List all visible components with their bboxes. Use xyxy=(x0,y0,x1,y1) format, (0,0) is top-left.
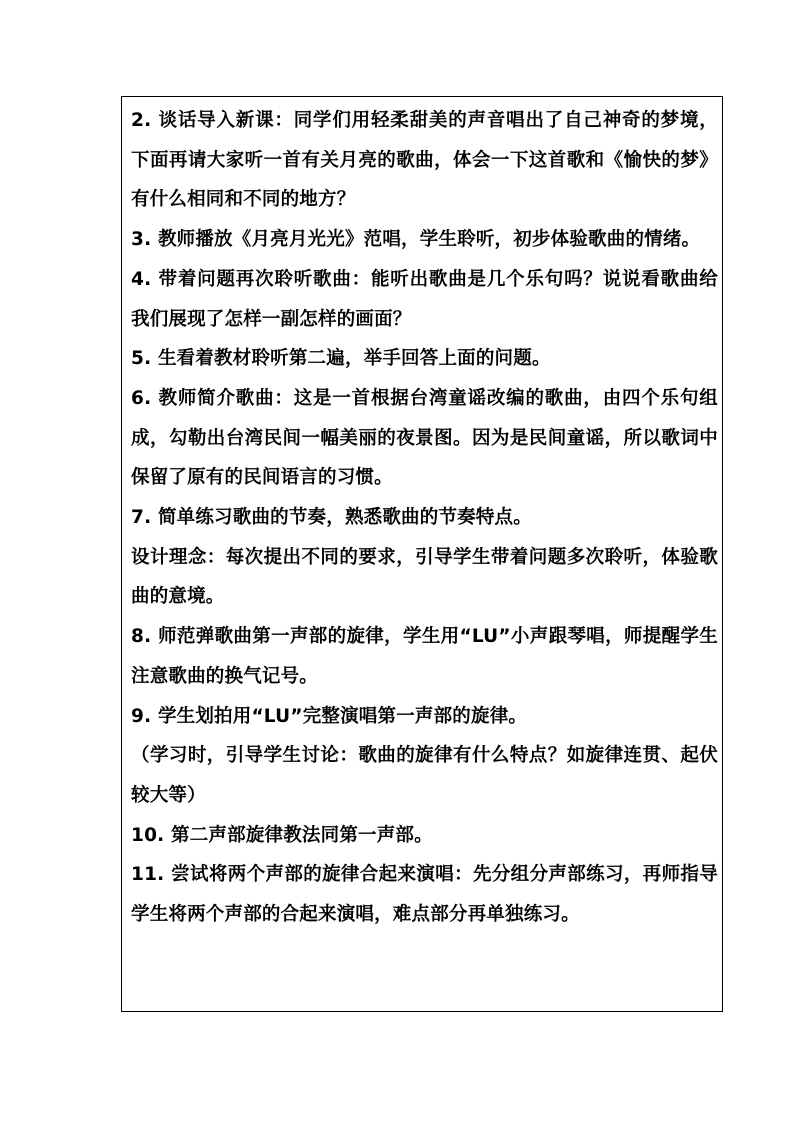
design-concept-paragraph: 设计理念：每次提出不同的要求，引导学生带着问题多次聆听，体验歌曲的意境。 xyxy=(131,546,718,608)
step-3-paragraph: 3. 教师播放《月亮月光光》范唱，学生聆听，初步体验歌曲的情绪。 xyxy=(131,229,701,251)
discussion-note-paragraph: （学习时，引导学生讨论：歌曲的旋律有什么特点？如旋律连贯、起伏较大等） xyxy=(131,745,718,806)
step-5-paragraph: 5. 生看着教材聆听第二遍，举手回答上面的问题。 xyxy=(131,348,551,370)
step-7-paragraph: 7. 简单练习歌曲的节奏，熟悉歌曲的节奏特点。 xyxy=(131,507,532,529)
step-10-paragraph: 10. 第二声部旋律教法同第一声部。 xyxy=(131,824,433,846)
step-11-paragraph: 11. 尝试将两个声部的旋律合起来演唱：先分组分声部练习，再师指导学生将两个声部的合起来演唱，难点部分再单独练习。 xyxy=(131,864,718,926)
step-8-paragraph: 8. 师范弹歌曲第一声部的旋律，学生用“LU”小声跟琴唱，师提醒学生注意歌曲的换气记号。 xyxy=(131,626,718,687)
step-6-paragraph: 6. 教师简介歌曲：这是一首根据台湾童谣改编的歌曲，由四个乐句组成，勾勒出台湾民间一幅美丽的夜景图。因为是民间童谣，所以歌词中保留了原有的民间语言的习惯。 xyxy=(131,387,718,489)
step-4-paragraph: 4. 带着问题再次聆听歌曲：能听出歌曲是几个乐句吗？说说看歌曲给我们展现了怎样一副怎样的画面？ xyxy=(131,268,718,330)
lesson-table-cell xyxy=(121,96,723,1012)
step-2-paragraph: 2. 谈话导入新课：同学们用轻柔甜美的声音唱出了自己神奇的梦境，下面再请大家听一首有关月亮的歌曲，体会一下这首歌和《愉快的梦》有什么相同和不同的地方？ xyxy=(131,110,718,211)
step-9-paragraph: 9. 学生划拍用“LU”完整演唱第一声部的旋律。 xyxy=(131,705,528,727)
lesson-steps xyxy=(131,101,718,1007)
